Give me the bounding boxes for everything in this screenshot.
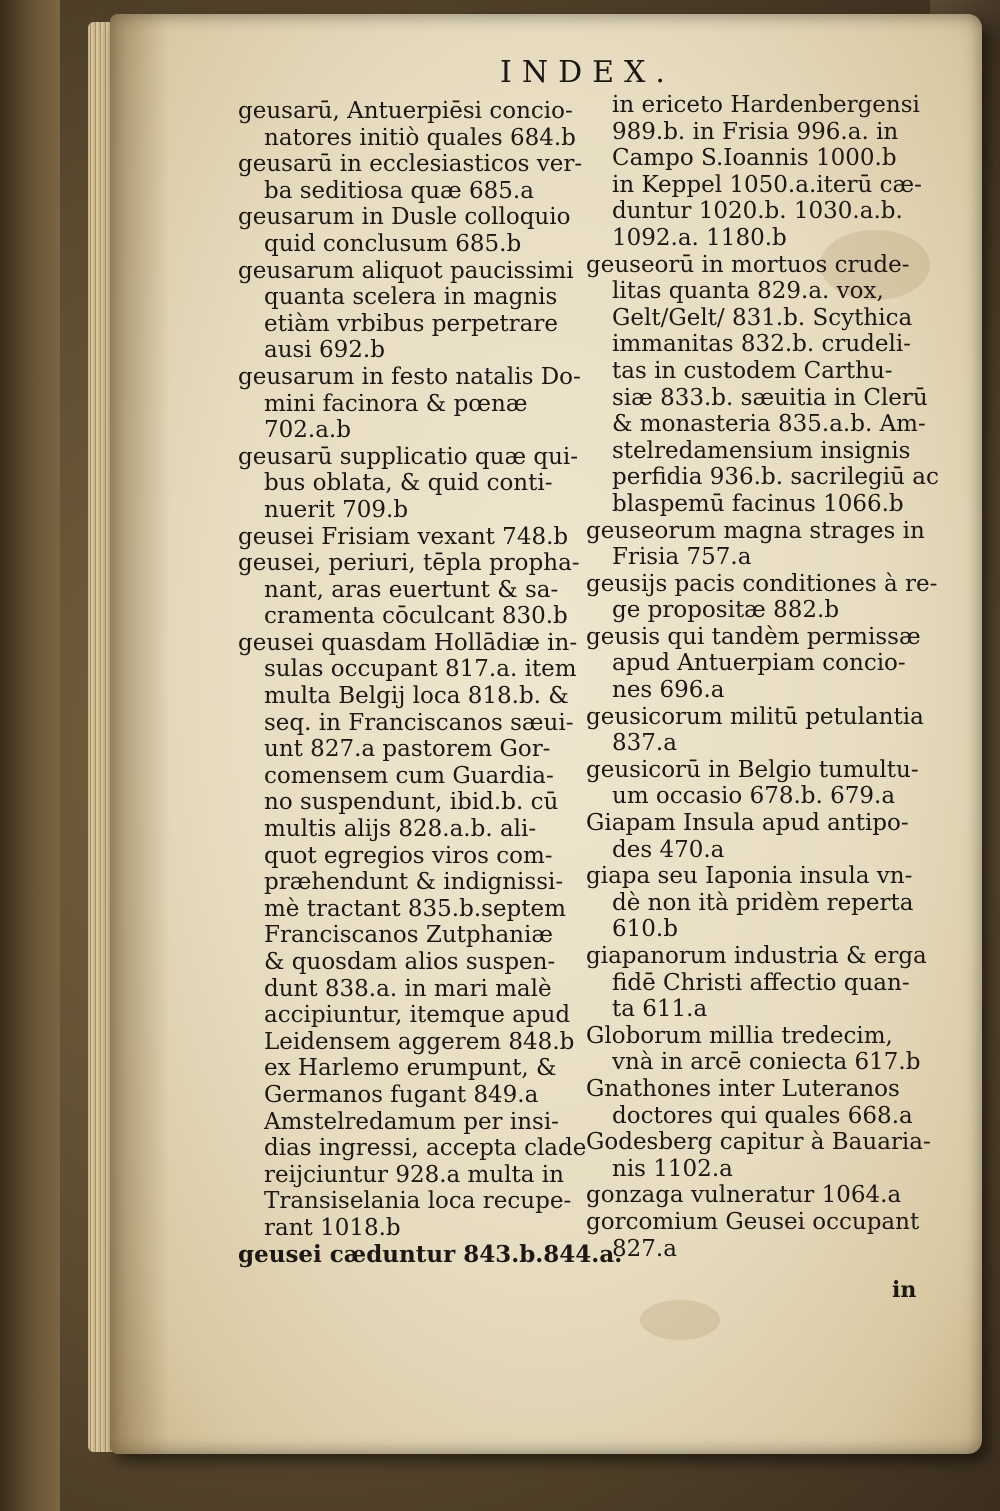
index-line: unt 827.a pastorem Gor-	[264, 736, 551, 763]
index-line: ba seditiosa quæ 685.a	[264, 177, 534, 204]
index-line: geusarū in ecclesiasticos ver-	[238, 151, 583, 178]
catchword: in	[892, 1277, 917, 1303]
index-entry	[586, 863, 931, 943]
index-line: doctores qui quales 668.a	[612, 1102, 913, 1129]
index-entry	[586, 92, 931, 252]
index-line: natores initiò quales 684.b	[264, 124, 576, 151]
index-line: litas quanta 829.a. vox,	[612, 278, 884, 305]
index-line: Gnathones inter Luteranos	[586, 1075, 900, 1102]
book-spine-edge	[0, 0, 60, 1511]
index-line: nis 1102.a	[612, 1155, 733, 1182]
index-line: gonzaga vulneratur 1064.a	[586, 1182, 902, 1209]
index-line: um occasio 678.b. 679.a	[612, 783, 896, 810]
index-line: tas in custodem Carthu-	[612, 357, 893, 384]
index-entry	[238, 629, 587, 1242]
index-line: ta 611.a	[612, 996, 708, 1023]
index-entry	[586, 1076, 931, 1129]
index-line: siæ 833.b. sæuitia in Clerū	[612, 384, 928, 411]
index-line: quanta scelera in magnis	[264, 284, 558, 311]
index-line: cramenta cōculcant 830.b	[264, 603, 568, 630]
index-line: præhendunt & indignissi-	[264, 869, 564, 896]
index-line: accipiuntur, itemque apud	[264, 1002, 571, 1029]
index-line: ausi 692.b	[264, 337, 385, 364]
index-line: ex Harlemo erumpunt, &	[264, 1055, 557, 1082]
index-entry	[238, 98, 583, 151]
index-entry	[238, 204, 583, 257]
index-line: in ericeto Hardenbergensi	[612, 92, 920, 118]
index-line: Gelt/Gelt/ 831.b. Scythica	[612, 304, 913, 331]
index-entry	[586, 518, 931, 571]
index-line: giapa seu Iaponia insula vn-	[586, 863, 913, 890]
index-entry	[586, 1129, 931, 1182]
index-column-right	[586, 92, 939, 1262]
index-line: Campo S.Ioannis 1000.b	[612, 145, 897, 172]
index-line: 837.a	[612, 730, 677, 757]
index-entry	[238, 258, 583, 364]
index-line: geuseorum magna strages in	[586, 517, 925, 544]
index-line: stelredamensium insignis	[612, 437, 911, 464]
index-line: geusarum in Dusle colloquio	[238, 204, 571, 231]
index-line: geuseorū in mortuos crude-	[586, 251, 910, 278]
index-line: no suspendunt, ibid.b. cū	[264, 789, 559, 816]
index-line: Franciscanos Zutphaniæ	[264, 922, 553, 949]
index-line: 702.a.b	[264, 417, 351, 444]
index-line: rant 1018.b	[264, 1214, 401, 1241]
index-line: geusei, periuri, tēpla propha-	[238, 550, 580, 577]
index-line: nant, aras euertunt & sa-	[264, 576, 559, 603]
index-entry	[238, 151, 583, 204]
index-entry	[586, 1209, 931, 1262]
index-line: etiàm vrbibus perpetrare	[264, 310, 558, 337]
index-entry	[586, 810, 931, 863]
index-line: dunt 838.a. in mari malè	[264, 975, 552, 1002]
index-line: 1092.a. 1180.b	[612, 224, 787, 251]
index-line: comensem cum Guardia-	[264, 762, 554, 789]
index-line: reijciuntur 928.a multa in	[264, 1161, 564, 1188]
index-line: & quosdam alios suspen-	[264, 949, 556, 975]
index-line: perfidia 936.b. sacrilegiū ac	[612, 464, 939, 491]
index-line: 827.a	[612, 1235, 677, 1262]
index-line: 610.b	[612, 916, 678, 943]
index-line: giapanorum industria & erga	[586, 943, 927, 969]
index-line: & monasteria 835.a.b. Am-	[612, 411, 926, 438]
index-line: bus oblata, & quid conti-	[264, 470, 553, 497]
index-entry	[586, 570, 938, 624]
page-header: INDEX.	[500, 55, 675, 90]
index-line: gorcomium Geusei occupant	[586, 1208, 920, 1235]
index-line: geusarum in festo natalis Do-	[238, 363, 581, 390]
index-line: Godesberg capitur à Bauaria-	[586, 1129, 931, 1156]
index-line: mini facinora & pœnæ	[264, 390, 528, 417]
index-line: geusarū supplicatio quæ qui-	[238, 443, 579, 470]
index-line: Frisia 757.a	[612, 544, 752, 571]
index-entry	[238, 444, 583, 524]
index-line: dè non ità pridèm reperta	[612, 889, 914, 916]
index-entry	[586, 251, 939, 518]
index-line: blaspemū facinus 1066.b	[612, 490, 904, 517]
index-entry	[586, 704, 931, 757]
index-entry	[238, 550, 583, 630]
index-line: apud Antuerpiam concio-	[612, 650, 906, 677]
index-column-left	[238, 98, 623, 1268]
index-line: quot egregios viros com-	[264, 842, 553, 869]
index-entry	[586, 757, 931, 810]
index-line: geusijs pacis conditiones à re-	[586, 570, 938, 597]
index-line: geusei Frisiam vexant 748.b	[238, 523, 569, 550]
index-line: fidē Christi affectio quan-	[612, 969, 910, 996]
index-entry	[238, 524, 583, 551]
index-line: multa Belgij loca 818.b. &	[264, 683, 569, 710]
index-line: in Keppel 1050.a.iterū cæ-	[612, 171, 922, 198]
index-line: geusicorum militū petulantia	[586, 703, 924, 730]
index-line: nuerit 709.b	[264, 496, 409, 523]
index-line: immanitas 832.b. crudeli-	[612, 331, 911, 358]
index-entry	[586, 1182, 931, 1209]
index-line: multis alijs 828.a.b. ali-	[264, 816, 537, 843]
index-line: geusei quasdam Hollādiæ in-	[238, 629, 578, 656]
index-line: ge propositæ 882.b	[612, 597, 840, 624]
index-line: Transiselania loca recupe-	[264, 1188, 572, 1215]
index-entry	[238, 1240, 623, 1269]
index-line: duntur 1020.b. 1030.a.b.	[612, 198, 903, 225]
index-entry	[586, 624, 931, 704]
index-line: 989.b. in Frisia 996.a. in	[612, 118, 899, 145]
index-line: nes 696.a	[612, 677, 725, 704]
index-line: sulas occupant 817.a. item	[264, 656, 577, 683]
index-line: quid conclusum 685.b	[264, 230, 522, 257]
page-stain	[640, 1300, 720, 1340]
index-line: vnà in arcē coniecta 617.b	[612, 1049, 921, 1076]
page-gutter-shadow	[110, 14, 170, 1454]
index-entry	[586, 1023, 931, 1076]
index-line: Amstelredamum per insi-	[264, 1108, 559, 1135]
index-line: geusei cæduntur 843.b.844.a.	[238, 1240, 623, 1268]
index-line: des 470.a	[612, 836, 725, 863]
index-line: geusicorū in Belgio tumultu-	[586, 756, 919, 783]
index-line: Germanos fugant 849.a	[264, 1081, 539, 1108]
index-line: geusarū, Antuerpiēsi concio-	[238, 98, 573, 124]
index-line: geusis qui tandèm permissæ	[586, 623, 921, 650]
index-entry	[586, 943, 931, 1023]
index-line: mè tractant 835.b.septem	[264, 895, 566, 922]
index-entry	[238, 364, 583, 444]
index-line: geusarum aliquot paucissimi	[238, 257, 574, 284]
index-line: Giapam Insula apud antipo-	[586, 810, 909, 837]
index-line: dias ingressi, accepta clade	[264, 1135, 587, 1162]
index-line: seq. in Franciscanos sæui-	[264, 709, 574, 736]
index-line: Leidensem aggerem 848.b	[264, 1028, 575, 1055]
index-line: Globorum millia tredecim,	[586, 1022, 893, 1049]
